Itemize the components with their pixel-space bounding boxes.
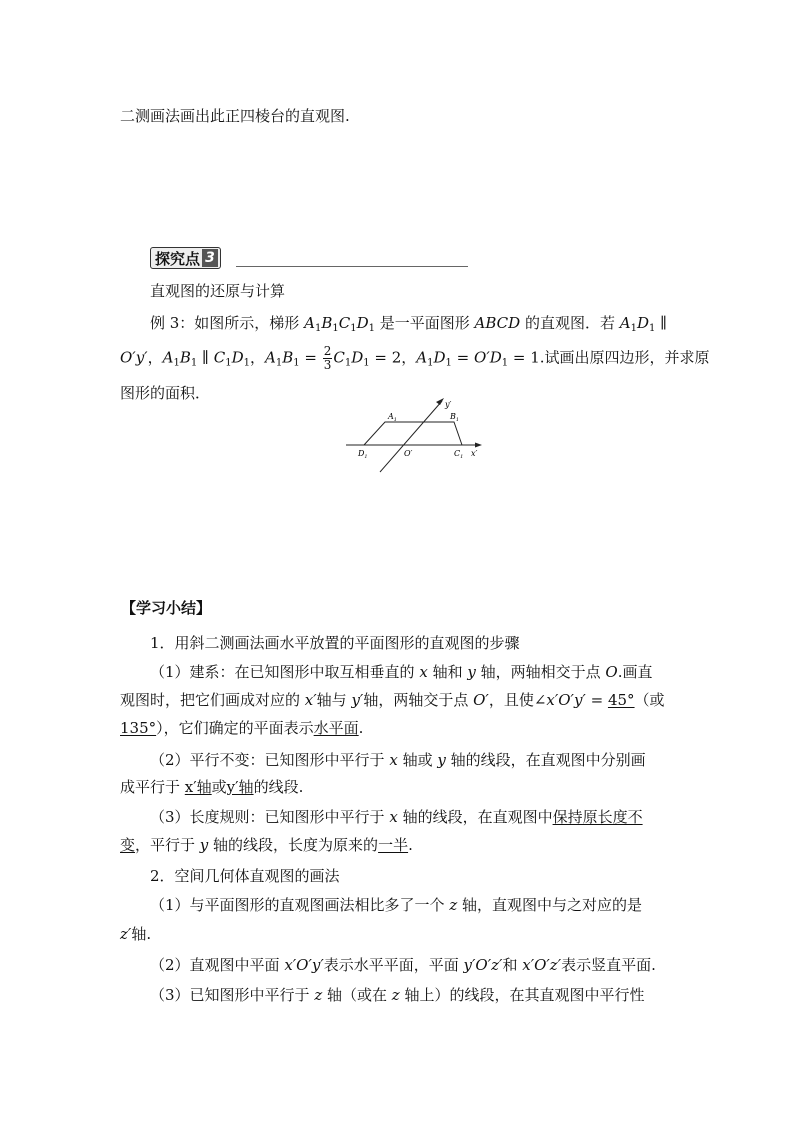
summary-p2-line2: 成平行于 x′轴或y′轴的线段. (120, 778, 304, 796)
summary-item2-title: 2．空间几何体直观图的画法 (150, 867, 340, 885)
answer-horizontal-plane: 水平面 (313, 719, 359, 737)
summary-q1-line1: （1）与平面图形的直观图画法相比多了一个 z 轴，直观图中与之对应的是 (150, 896, 643, 914)
summary-q3-line: （3）已知图形中平行于 z 轴（或在 z 轴上）的线段，在其直观图中平行性 (150, 986, 645, 1004)
label-A1: $A_1$ (388, 412, 397, 423)
trapezoid-figure (330, 392, 490, 476)
summary-p1-line1: （1）建系：在已知图形中取互相垂直的 x 轴和 y 轴，两轴相交于点 O.画直 (150, 663, 653, 681)
example3-line3: 图形的面积． (120, 384, 211, 402)
label-x: x′ (471, 449, 478, 458)
summary-heading: 【学习小结】 (121, 599, 212, 617)
example3-line2: O′y′，$A_1B_1$ ∥ $C_1D_1$，$A_1B_1$ = $\frac{2}{3}$ $C_1D_1 = 2$，$A_1D_1 = O'D_1 = 1$.试画出原四边形，并求原 (120, 344, 710, 372)
x-axis-arrow (475, 443, 482, 448)
summary-q2-line: （2）直观图中平面 x′O′y′表示水平平面，平面 y′O′z′和 x′O′z′表示竖直平面. (150, 956, 656, 974)
badge-label: 探究点 (155, 249, 201, 268)
answer-half: 一半 (378, 836, 409, 854)
summary-q1-line2: z′轴. (120, 925, 152, 943)
example3-line1: 例 3：如图所示，梯形 $A_1B_1C_1D_1$ 是一平面图形 ABCD 的直观图．若 $A_1D_1$ ∥ (150, 314, 668, 334)
label-O: O′ (404, 449, 413, 458)
label-B1: $B_1$ (450, 412, 460, 423)
summary-p1-line3: 135°），它们确定的平面表示水平面. (120, 719, 364, 737)
summary-p1-line2: 观图时，把它们画成对应的 x′轴与 y′轴，两轴交于点 O′，且使∠x′O′y′ = 45°（或 (120, 691, 665, 709)
answer-45: 45° (607, 691, 635, 709)
answer-x-axis: x′轴 (184, 778, 212, 796)
label-C1: $C_1$ (454, 449, 464, 460)
explore-point-badge (150, 247, 221, 269)
answer-135: 135° (120, 719, 157, 737)
fraction: $\frac{2}{3}$ (323, 344, 332, 372)
answer-y-axis: y′轴 (226, 778, 254, 796)
label-D1: $D_1$ (358, 449, 368, 460)
section-rule (236, 266, 468, 267)
summary-p2-line1: （2）平行不变：已知图形中平行于 x 轴或 y 轴的线段，在直观图中分别画 (150, 751, 646, 769)
badge-number: 3 (202, 249, 218, 267)
answer-keep-length: 保持原长度不 (552, 808, 643, 826)
label-y: y′ (445, 400, 452, 409)
summary-item1-title: 1．用斜二测画法画水平放置的平面图形的直观图的步骤 (150, 634, 520, 652)
y-axis-arrow (436, 398, 444, 405)
section-title: 直观图的还原与计算 (150, 282, 286, 300)
summary-p3-line2: 变，平行于 y 轴的线段，长度为原来的一半. (120, 836, 413, 854)
intro-line: 二测画法画出此正四棱台的直观图. (120, 107, 350, 125)
summary-p3-line1: （3）长度规则：已知图形中平行于 x 轴的线段，在直观图中保持原长度不 (150, 808, 643, 826)
